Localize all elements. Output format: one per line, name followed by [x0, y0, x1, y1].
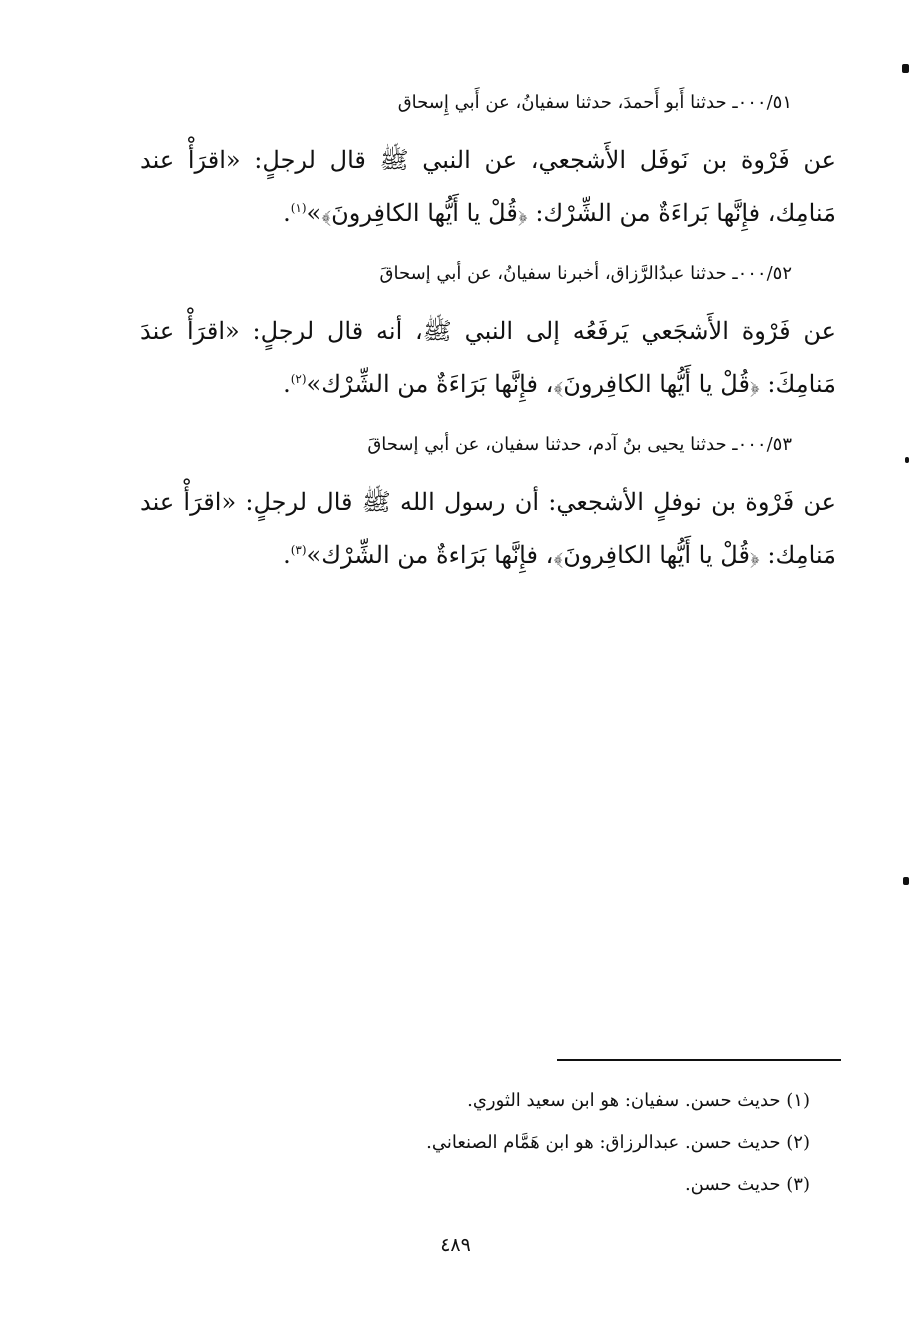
main-text	[140, 88, 836, 601]
full-stop: .	[283, 541, 291, 569]
hadith-text	[140, 136, 836, 237]
footnote-ref: (٣)	[290, 543, 307, 557]
page-number: ٤٨٩	[440, 1234, 471, 1256]
footnote-ref: (١)	[290, 201, 307, 215]
margin-mark	[902, 64, 909, 73]
matn-body: عن فَرْوة الأَشجَعي يَرفَعُه إلى النبي ﷺ، أنه قال لرجلٍ: «اقرَأْ عندَ مَنامِكَ: ﴿قُلْ يا أَيُّها الكافِرونَ﴾، فإِنَّها بَرَاءَةٌ من الشِّرْك»	[140, 317, 836, 398]
margin-mark	[903, 877, 909, 885]
footnote-2: (٢) حديث حسن. عبدالرزاق: هو ابن هَمَّام الصنعاني.	[426, 1132, 810, 1153]
footnote-1: (١) حديث حسن. سفيان: هو ابن سعيد الثوري.	[467, 1090, 810, 1111]
footnote-separator	[557, 1059, 841, 1061]
isnad-line: ٠٠٠/٥١ـ حدثنا أَبو أَحمدَ، حدثنا سفيانُ، عن أَبي إِسحاق	[397, 92, 792, 113]
isnad-line: ٠٠٠/٥٢ـ حدثنا عبدُالرَّزاق، أخبرنا سفيانُ، عن أبي إسحاقَ	[379, 263, 792, 284]
matn-body: عن فَرْوة بن نَوفَل الأَشجعي، عن النبي ﷺ قال لرجلٍ: «اقرَأْ عند مَنامِك، فإِنَّها بَراءَةٌ من الشِّرْك: ﴿قُلْ يا أَيُّها الكافِرونَ﴾»	[140, 146, 836, 227]
footnote-3: (٣) حديث حسن.	[684, 1174, 810, 1195]
hadith-51	[140, 88, 836, 237]
hadith-52	[140, 259, 836, 408]
isnad-line: ٠٠٠/٥٣ـ حدثنا يحيى بنُ آدم، حدثنا سفيان، عن أبي إسحاقَ	[367, 434, 792, 455]
full-stop: .	[283, 370, 291, 398]
footnote-ref: (٢)	[290, 372, 307, 386]
matn-body: عن فَرْوة بن نوفلٍ الأشجعي: أن رسول الله ﷺ قال لرجلٍ: «اقرَأْ عند مَنامِك: ﴿قُلْ يا أَيُّها الكافِرونَ﴾، فإِنَّها بَرَاءةٌ من الشِّرْك»	[140, 488, 836, 569]
hadith-53	[140, 430, 836, 579]
hadith-text	[140, 478, 836, 579]
full-stop: .	[283, 199, 291, 227]
footnotes	[140, 1080, 810, 1206]
hadith-text	[140, 307, 836, 408]
margin-mark	[905, 457, 909, 463]
